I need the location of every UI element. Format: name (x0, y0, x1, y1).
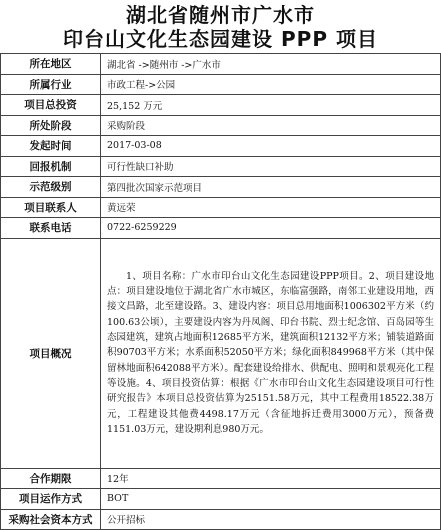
document-title (0, 0, 441, 51)
label-contact-person: 项目联系人 (1, 197, 101, 218)
title-line-2: 印台山文化生态园建设 PPP 项目 (63, 27, 378, 51)
value-total-investment: 25,152 万元 (101, 95, 441, 116)
value-stage: 采购阶段 (101, 115, 441, 136)
row-demo-level (1, 177, 441, 198)
label-overview: 项目概况 (1, 238, 101, 468)
label-start-date: 发起时间 (1, 136, 101, 157)
value-return-mechanism: 可行性缺口补助 (101, 156, 441, 177)
project-info-table (0, 53, 441, 530)
row-return-mechanism (1, 156, 441, 177)
label-demo-level: 示范级别 (1, 177, 101, 198)
row-term (1, 468, 441, 489)
value-operation-mode: BOT (101, 489, 441, 510)
row-region (1, 54, 441, 75)
label-procurement-method: 采购社会资本方式 (1, 509, 101, 530)
row-operation-mode (1, 489, 441, 510)
value-start-date: 2017-03-08 (101, 136, 441, 157)
value-demo-level: 第四批次国家示范项目 (101, 177, 441, 198)
title-line-1: 湖北省随州市广水市 (126, 3, 315, 27)
value-term: 12年 (101, 468, 441, 489)
label-region: 所在地区 (1, 54, 101, 75)
row-stage (1, 115, 441, 136)
row-procurement-method (1, 509, 441, 530)
label-term: 合作期限 (1, 468, 101, 489)
label-total-investment: 项目总投资 (1, 95, 101, 116)
label-return-mechanism: 回报机制 (1, 156, 101, 177)
value-overview: 1、项目名称：广水市印台山文化生态园建设PPP项目。2、项目建设地点：项目建设地位于湖北省广水市城区，东临富强路，南邻工业建设用地，西接文昌路，北至建设路。3、建设内容：项目总用地面积1006302平方米（约100.63公顷），主要建设内容为丹凤阁、印台书院、烈士纪念馆、百岛园等生态园建筑，建筑占地面积12685平方米，建筑面积12132平方米；铺装道路面积90703平方米；水系面积52050平方米；绿化面积849968平方米（其中保留林地面积642088平方米）。配套建设给排水、供配电、照明和景观亮化工程等设施。4、项目投资估算：根据《广水市印台山文化生态园建设项目可行性研究报告》本项目总投资估算为25151.58万元，其中工程费用18522.38万元，工程建设其他费4498.17万元（含征地拆迁费用3000万元），预备费1151.03万元，建设期利息980万元。 (101, 238, 441, 468)
value-industry: 市政工程->公园 (101, 74, 441, 95)
row-contact-person (1, 197, 441, 218)
label-phone: 联系电话 (1, 218, 101, 239)
label-operation-mode: 项目运作方式 (1, 489, 101, 510)
value-procurement-method: 公开招标 (101, 509, 441, 530)
row-start-date (1, 136, 441, 157)
row-phone (1, 218, 441, 239)
row-total-investment (1, 95, 441, 116)
row-industry (1, 74, 441, 95)
row-overview (1, 238, 441, 468)
label-stage: 所处阶段 (1, 115, 101, 136)
label-industry: 所属行业 (1, 74, 101, 95)
value-contact-person: 黄远荣 (101, 197, 441, 218)
value-phone: 0722-6259229 (101, 218, 441, 239)
value-region: 湖北省 ->随州市 ->广水市 (101, 54, 441, 75)
